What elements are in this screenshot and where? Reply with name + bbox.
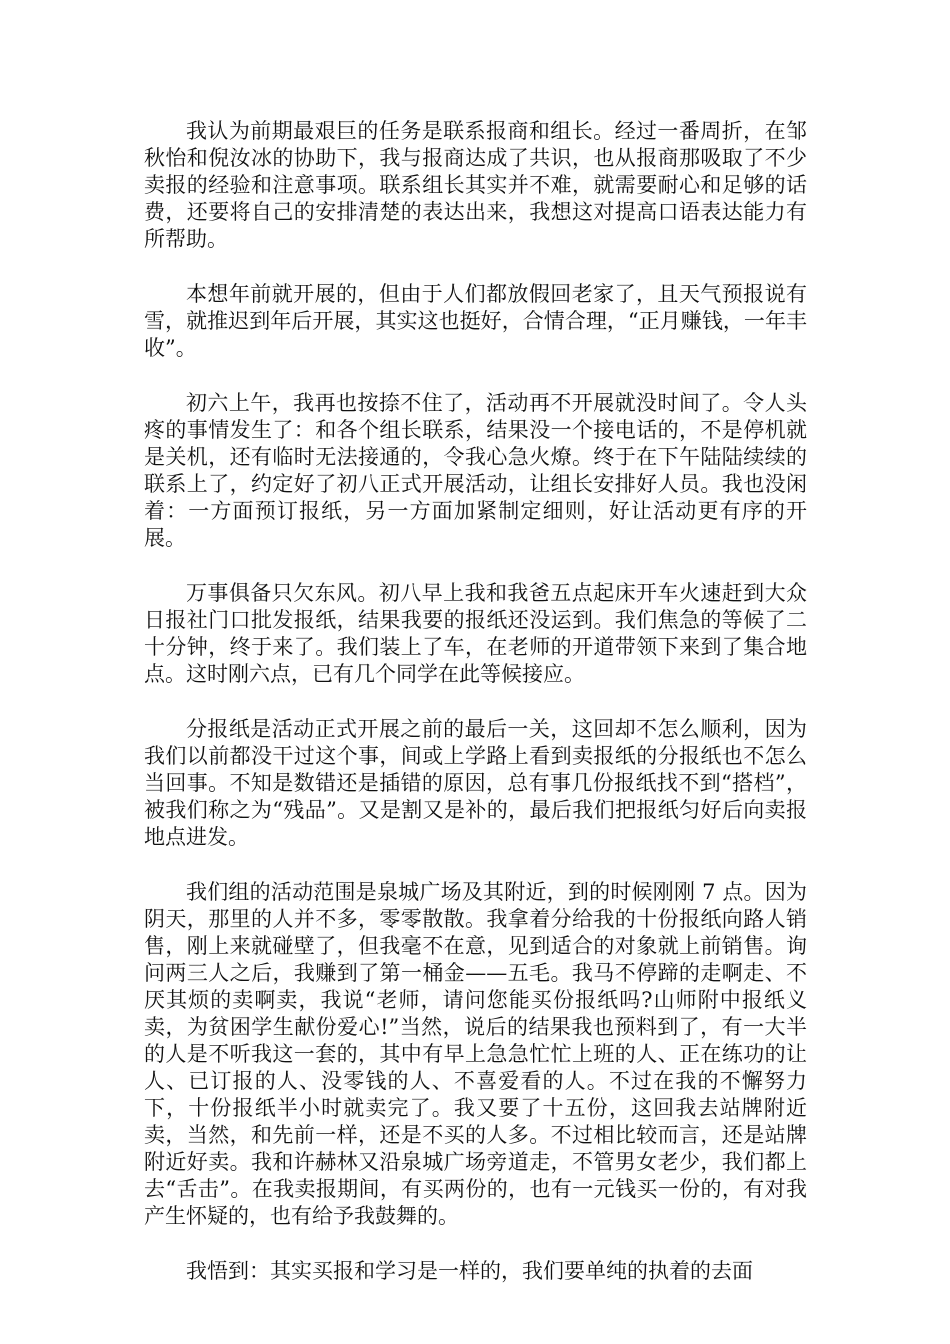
document-body <box>144 118 807 1313</box>
paragraph-contact-partners: 我认为前期最艰巨的任务是联系报商和组长。经过一番周折，在邹秋怡和倪汝冰的协助下，我与报商达成了共识，也从报商那吸取了不少卖报的经验和注意事项。联系组长其实并不难，就需要耐心和足够的话费，还要将自己的安排清楚的表达出来，我想这对提高口语表达能力有所帮助。 <box>144 119 807 251</box>
paragraph-reflection: 我悟到：其实买报和学习是一样的，我们要单纯的执着的去面 <box>186 1259 753 1283</box>
paragraph-eighth-day: 万事俱备只欠东风。初八早上我和我爸五点起床开车火速赶到大众日报社门口批发报纸，结果我要的报纸还没运到。我们焦急的等候了二十分钟，终于来了。我们装上了车，在老师的开道带领下来到了集合地点。这时刚六点，已有几个同学在此等候接应。 <box>144 581 807 686</box>
paragraph-postponement: 本想年前就开展的，但由于人们都放假回老家了，且天气预报说有雪，就推迟到年后开展，其实这也挺好，合情合理，“正月赚钱，一年丰收”。 <box>144 282 807 360</box>
paragraph-selling-papers: 我们组的活动范围是泉城广场及其附近，到的时候刚刚 7 点。因为阴天，那里的人并不多，零零散散。我拿着分给我的十份报纸向路人销售，刚上来就碰壁了，但我毫不在意，见到适合的对象就上前销售。询问两三人之后，我赚到了第一桶金——五毛。我马不停蹄的走啊走、不厌其烦的卖啊卖，我说“老师，请问您能买份报纸吗?山师附中报纸义卖，为贫困学生献份爱心!”当然，说后的结果我也预料到了，有一大半的人是不听我这一套的，其中有早上急急忙忙上班的人、正在练功的让人、已订报的人、没零钱的人、不喜爱看的人。不过在我的不懈努力下，十份报纸半小时就卖完了。我又要了十五份，这回我去站牌附近卖，当然，和先前一样，还是不买的人多。不过相比较而言，还是站牌附近好卖。我和许赫林又沿泉城广场旁道走，不管男女老少，我们都上去“舌击”。在我卖报期间，有买两份的，也有一元钱买一份的，有对我产生怀疑的，也有给予我鼓舞的。 <box>144 880 807 1228</box>
paragraph-sixth-day: 初六上午，我再也按捺不住了，活动再不开展就没时间了。令人头疼的事情发生了：和各个组长联系，结果没一个接电话的，不是停机就是关机，还有临时无法接通的，令我心急火燎。终于在下午陆陆续续的联系上了，约定好了初八正式开展活动，让组长安排好人员。我也没闲着：一方面预订报纸，另一方面加紧制定细则，好让活动更有序的开展。 <box>144 391 807 550</box>
paragraph-sorting-papers: 分报纸是活动正式开展之前的最后一关，这回却不怎么顺利，因为我们以前都没干过这个事，间或上学路上看到卖报纸的分报纸也不怎么当回事。不知是数错还是插错的原因，总有事几份报纸找不到“搭档”，被我们称之为“残品”。又是割又是补的，最后我们把报纸匀好后向卖报地点进发。 <box>144 717 807 849</box>
